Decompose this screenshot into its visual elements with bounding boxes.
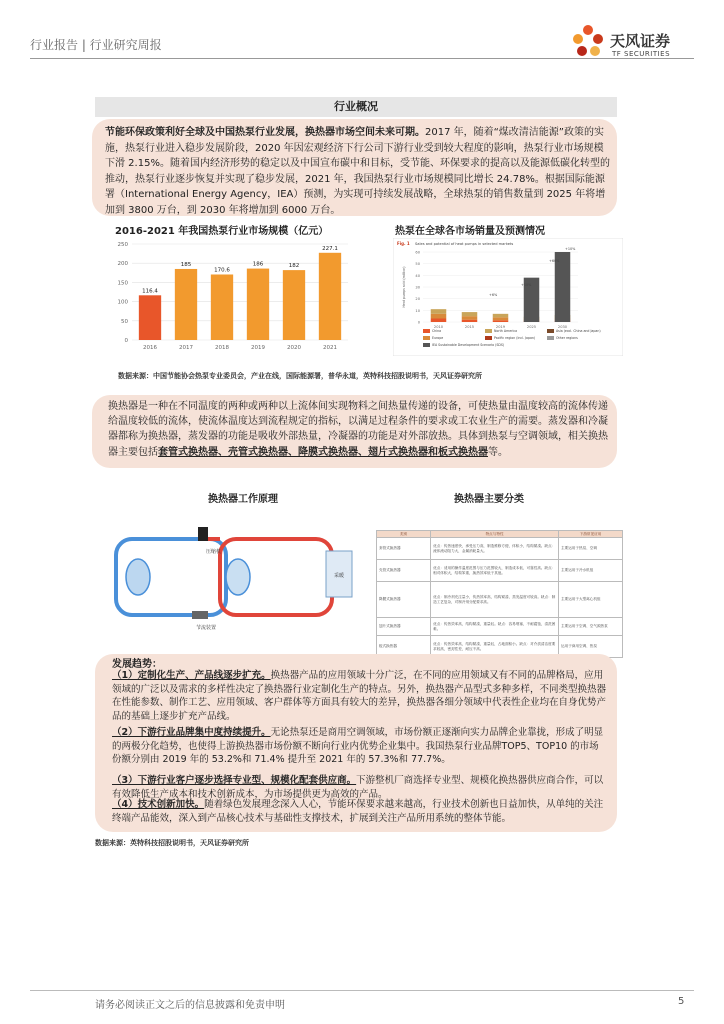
bar [283, 270, 305, 340]
data-label: 182 [288, 263, 300, 270]
stacked-bar-segment [462, 320, 478, 322]
y-tick-label: 40 [415, 273, 420, 278]
market-size-bar-chart [108, 238, 352, 354]
table-cell: 降膜式换热器 [377, 582, 431, 618]
data-label: 186 [252, 261, 264, 268]
legend-swatch [423, 343, 430, 347]
table-cell: 套管式换热器 [377, 538, 431, 560]
table-cell: 主要运用于大型离心机组 [559, 582, 623, 618]
table-cell: 主要运用于冷水机组 [559, 560, 623, 582]
bar [211, 274, 233, 340]
tf-securities-logo-icon [570, 22, 610, 58]
trend-key: （2）下游行业品牌集中度持续提升。 [112, 727, 271, 738]
bar [319, 253, 341, 340]
y-axis-label: Heat pumps sold (million) [402, 266, 406, 308]
heat-exchanger-intro [108, 399, 608, 460]
y-tick-label: 50 [415, 262, 420, 267]
data-label: 185 [180, 261, 192, 268]
annotation-label: +60% [549, 259, 560, 263]
x-tick-label: 2015 [464, 325, 475, 329]
summary-lead: 节能环保政策利好全球及中国热泵行业发展，换热器市场空间未来可期。 [105, 127, 425, 138]
chart2-title: 热泵在全球各市场销量及预测情况 [395, 226, 545, 237]
annotation-label: +10% [521, 283, 532, 287]
table-header-cell: 下游常见应用 [559, 531, 623, 538]
y-tick-label: 250 [117, 242, 128, 248]
classification-table [376, 530, 623, 658]
stacked-bar-segment [431, 309, 447, 314]
stacked-bar-segment [462, 312, 478, 316]
legend-label: Other regions [556, 336, 578, 340]
bar [247, 269, 269, 340]
trends-title: 发展趋势： [112, 659, 162, 670]
table-cell: 运用于商用空调、热泵 [559, 636, 623, 658]
chart-source-note: 数据来源：中国节能协会热泵专业委员会，产业在线，国际能源署，普华永道，英特科技招股说明书，天风证券研究所 [118, 372, 482, 380]
table-cell: 优点：传热效率高，结构紧凑，重量轻，占地面积小。缺点：对介质清洁度要求较高，密封性差，耐压不高。 [431, 636, 559, 658]
x-tick-label: 2021 [323, 345, 337, 351]
x-tick-label: 2025 [526, 325, 537, 329]
legend-label: China [432, 329, 442, 333]
trend-text: 下游整机厂商选择专业型、规模化换热器供应商合作，可以有效降低生产成本和技术创新成本，为市场提供更为高效的产品。 [112, 775, 604, 800]
trend-text: 换热器产品的应用领域十分广泛，在不同的应用领域又有不同的品牌格局，应用领域的广泛以及需求的多样性决定了换热器行业定制化生产的特点。另外，换热器产品型式多种多样，不同类型换热器在性能参数、制作工艺、应用领域、客户群体等方面具有较大的差异，换热器各细分领域中代表性企业均在自身优势产品的基础上逐步扩充产品线。 [112, 670, 607, 722]
table-cell: 板式换热器 [377, 636, 431, 658]
x-tick-label: 2030 [557, 325, 568, 329]
trend-key: （1）定制化生产、产品线逐步扩充。 [112, 670, 271, 681]
table-header-cell: 类别 [377, 531, 431, 538]
annotation-label: +6% [489, 293, 498, 297]
data-label: 116.4 [142, 288, 158, 295]
legend-swatch [547, 329, 554, 333]
table-title: 换热器主要分类 [454, 494, 524, 505]
section-title: 行业概况 [95, 97, 617, 117]
summary-body: 2017 年，随着“煤改清洁能源”政策的实施，热泵行业进入稳步发展阶段，2020 年因宏观经济下行公司下游行业受到较大程度的影响，热泵行业市场规模下滑 2.15%。随着国内经济形势的稳定以及中国宣布碳中和目标，受节能、环保要求的提高以及能源低碳化转型的推动，热泵行业逐步恢复并实现了稳步发展，2021 年，我国热泵行业市场规模同比增长 24.78%。根据国际能源署（International Energy Agency，IEA）预测，为实现可持续发展战略，全球热泵的销售数量到 2025 年将增加到 3800 万台，到 2030 年将增加到 6000 万台。 [105, 127, 610, 216]
legend-label: Europe [432, 336, 444, 340]
x-tick-label: 2010 [433, 325, 444, 329]
diagram-title: 换热器工作原理 [208, 494, 278, 505]
stacked-bar-segment [431, 314, 447, 319]
annotation-label: +10% [565, 247, 576, 251]
figure-caption: Sales and potential of heat pumps in selected markets [415, 242, 514, 246]
stacked-bar-segment [462, 316, 478, 320]
legend-swatch [485, 329, 492, 333]
data-label: 227.1 [322, 245, 338, 252]
table-row [377, 560, 623, 582]
y-tick-label: 100 [117, 299, 128, 306]
table-header-row [377, 531, 623, 538]
heating-label: 采暖 [334, 573, 345, 579]
table-cell: 优点：制冷剂充注量小，传热效率高，结构紧凑，蒸发温度可较高。缺点：制造工艺复杂，对制冷剂分配要求高。 [431, 582, 559, 618]
table-cell: 优点：传热速度快，承受压力高，制造维修方便，体积小，结构紧凑。缺点：流体流动阻力大，金属消耗量大。 [431, 538, 559, 560]
bar [175, 269, 197, 340]
legend-label: Pacific region (incl. Japan) [494, 336, 536, 340]
classification-table-container [376, 530, 623, 663]
trend-text: 随着绿色发展理念深入人心，节能环保要求越来越高，行业技术创新也日益加快，从单纯的关注终端产品能效，深入到产品核心技术与基础性支撑技术，扩展到关注产品所用系统的整体节能。 [112, 799, 604, 824]
legend-label: North America [494, 329, 518, 333]
y-tick-label: 20 [415, 297, 420, 302]
page-number: 5 [678, 996, 685, 1007]
summary-paragraph [105, 125, 610, 218]
legend-label: Asia (excl. China and Japan) [556, 329, 601, 333]
table-cell: 主要运用于空调、空气源热泵 [559, 618, 623, 636]
trends-source-note: 数据来源：英特科技招股说明书，天风证券研究所 [95, 839, 249, 847]
chart1-title: 2016-2021 年我国热泵行业市场规模（亿元） [115, 226, 329, 237]
figure-label: Fig. 1 [397, 241, 410, 246]
y-tick-label: 200 [117, 261, 128, 268]
trend-text: 无论热泵还是商用空调领域，市场份额正逐渐向实力品牌企业靠拢，形成了明显的两极分化趋势，也使得上游换热器市场份额不断向行业内优势企业集中。我国热泵行业品牌TOP5、TOP10 的市场份额分别由 2019 年的 53.2%和 71.4% 提升至 2021 年的 57.3%和 77.7%。 [112, 727, 604, 765]
stacked-bar-segment [493, 320, 509, 322]
table-cell: 壳管式换热器 [377, 560, 431, 582]
header-divider [30, 58, 694, 59]
heat-exchanger-principle-diagram [108, 525, 378, 635]
trend-item [112, 669, 608, 723]
trend-key: （4）技术创新加快。 [112, 799, 205, 810]
x-tick-label: 2020 [287, 345, 301, 351]
intro-tail: 等。 [488, 446, 508, 458]
table-row [377, 582, 623, 618]
table-row [377, 538, 623, 560]
x-tick-label: 2018 [215, 345, 229, 351]
y-tick-label: 150 [117, 280, 128, 287]
compressor-label: 压缩机 [206, 549, 222, 555]
legend-label: IEA Sustainable Development Scenario (SDS) [432, 343, 505, 347]
stacked-bar-segment [431, 319, 447, 323]
trend-item [112, 774, 608, 801]
y-tick-label: 10 [415, 308, 420, 313]
table-cell: 翅片式换热器 [377, 618, 431, 636]
legend-swatch [423, 329, 430, 333]
x-tick-label: 2019 [495, 325, 506, 329]
y-tick-label: 0 [417, 320, 420, 325]
trend-item [112, 798, 608, 825]
y-tick-label: 60 [415, 250, 420, 255]
legend-swatch [547, 336, 554, 340]
x-tick-label: 2016 [143, 345, 157, 351]
footer-divider [30, 990, 694, 991]
trend-key: （3）下游行业客户逐步选择专业型、规模化配套供应商。 [112, 775, 357, 786]
y-tick-label: 50 [121, 318, 128, 325]
table-row [377, 618, 623, 636]
table-header-cell: 特点与特性 [431, 531, 559, 538]
trend-item [112, 726, 608, 767]
footer-disclaimer: 请务必阅读正文之后的信息披露和免责申明 [95, 1000, 285, 1011]
stacked-bar-segment [493, 317, 509, 320]
table-cell: 优点：适用的操作温度范围与压力范围较大，制造成本低，可靠性高。缺点：相对体积大，结构笨重，换热效率低于其他。 [431, 560, 559, 582]
valve-label: 节流装置 [196, 625, 217, 631]
table-cell: 优点：传热效率高，结构紧凑，重量轻。缺点：容易堵塞，不耐腐蚀，清洗困难。 [431, 618, 559, 636]
global-heat-pump-sales-chart [393, 238, 623, 356]
logo-name: 天风证券 [610, 32, 671, 50]
intro-highlight: 套管式换热器、壳管式换热器、降膜式换热器、翅片式换热器和板式换热器 [158, 446, 488, 458]
stacked-bar-segment [493, 314, 509, 318]
intro-body: 换热器是一种在不同温度的两种或两种以上流体间实现物料之间热量传递的设备，可使热量由温度较高的流体传递给温度较低的流体，使流体温度达到流程规定的指标，以满足过程条件的要求或工农业生产的需要。蒸发器和冷凝器都称为换热器，蒸发器的功能是吸收外部热量，冷凝器的功能是对外部放热。具体到热泵与空调领域，相关换热器主要包括 [108, 401, 608, 458]
x-tick-label: 2019 [251, 345, 265, 351]
y-tick-label: 30 [415, 285, 420, 290]
x-tick-label: 2017 [179, 345, 193, 351]
legend-swatch [423, 336, 430, 340]
y-tick-label: 0 [124, 338, 128, 344]
legend-swatch [485, 336, 492, 340]
report-category: 行业报告 | 行业研究周报 [30, 38, 162, 52]
logo-subtitle: TF SECURITIES [612, 50, 671, 58]
table-cell: 主要运用于热泵、空调 [559, 538, 623, 560]
data-label: 170.6 [214, 267, 230, 274]
bar [139, 295, 161, 340]
